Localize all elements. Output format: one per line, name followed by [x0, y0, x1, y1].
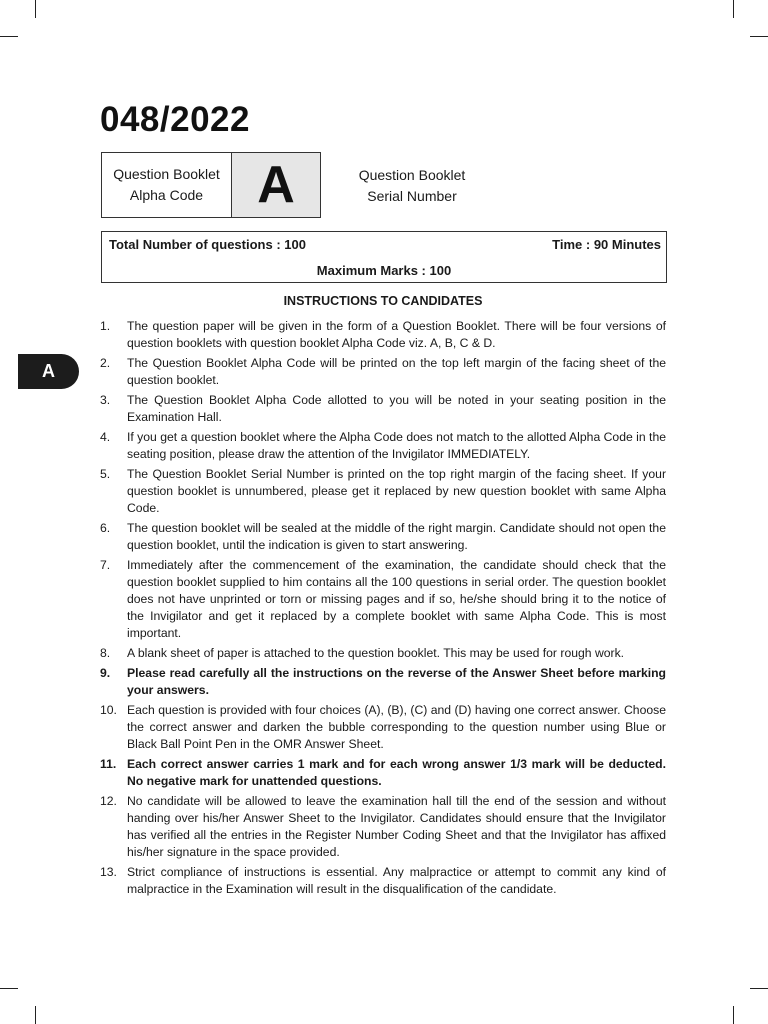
- instruction-number: 2.: [100, 356, 111, 370]
- instruction-number: 9.: [100, 666, 111, 680]
- serial-number-label: [340, 165, 484, 207]
- instruction-item: [100, 645, 666, 662]
- alpha-code-label: [102, 153, 232, 217]
- exam-time: Time : 90 Minutes: [552, 237, 661, 252]
- instruction-number: 7.: [100, 558, 111, 572]
- instruction-item: [100, 864, 666, 898]
- crop-mark: [733, 1006, 734, 1024]
- crop-mark: [0, 988, 18, 989]
- instruction-number: 13.: [100, 865, 117, 879]
- instructions-heading: INSTRUCTIONS TO CANDIDATES: [283, 294, 483, 308]
- instruction-number: 8.: [100, 646, 111, 660]
- instruction-text: No candidate will be allowed to leave the examination hall till the end of the session and without handing over his/her Answer Sheet to the Invigilator. Candidates should ensure that the Invigilator has verified all the entries in the Register Number Coding Sheet and that the Invigilator has affixed his/her signature in the space provided.: [127, 794, 666, 859]
- instruction-text: The question paper will be given in the form of a Question Booklet. There will be four versions of question booklets with question booklet Alpha Code viz. A, B, C & D.: [127, 319, 666, 350]
- instruction-text: Each question is provided with four choices (A), (B), (C) and (D) having one correct answer. Choose the correct answer and darken the bubble corresponding to the question number using Blue or Black Ball Point Pen in the OMR Answer Sheet.: [127, 703, 666, 751]
- maximum-marks: Maximum Marks : 100: [316, 263, 452, 278]
- exam-info-box: [101, 231, 667, 283]
- instruction-text: Immediately after the commencement of the examination, the candidate should check that the question booklet supplied to him contains all the 100 questions in serial order. The question booklet does not have unprinted or torn or missing pages and if so, he/she should bring it to the notice of the Invigilator and get it replaced by a complete booklet with same Alpha Code. This is most important.: [127, 558, 666, 640]
- instruction-text: The question booklet will be sealed at the middle of the right margin. Candidate should not open the question booklet, until the indication is given to start answering.: [127, 521, 666, 552]
- alpha-code-letter: A: [232, 153, 320, 217]
- instruction-item: [100, 318, 666, 352]
- instruction-item: [100, 355, 666, 389]
- instruction-text: The Question Booklet Serial Number is printed on the top right margin of the facing sheet. If your question booklet is unnumbered, please get it replaced by new question booklet with same Alpha Code.: [127, 467, 666, 515]
- instruction-number: 3.: [100, 393, 111, 407]
- serial-number-label-line1: Question Booklet: [358, 167, 466, 183]
- instruction-text: Please read carefully all the instructions on the reverse of the Answer Sheet before marking your answers.: [127, 666, 666, 697]
- instruction-item: [100, 756, 666, 790]
- alpha-side-tab: A: [18, 354, 79, 389]
- instruction-number: 6.: [100, 521, 111, 535]
- instruction-text: The Question Booklet Alpha Code will be printed on the top left margin of the facing sheet of the question booklet.: [127, 356, 666, 387]
- alpha-code-label-line2: Alpha Code: [129, 187, 204, 203]
- total-questions: Total Number of questions : 100: [109, 237, 306, 252]
- instruction-item: [100, 466, 666, 517]
- crop-mark: [733, 0, 734, 18]
- crop-mark: [750, 988, 768, 989]
- alpha-code-box: [101, 152, 321, 218]
- crop-mark: [0, 36, 18, 37]
- instruction-item: [100, 665, 666, 699]
- serial-number-label-line2: Serial Number: [367, 188, 457, 204]
- instruction-number: 5.: [100, 467, 111, 481]
- instruction-item: [100, 429, 666, 463]
- instruction-number: 11.: [100, 757, 117, 771]
- crop-mark: [35, 1006, 36, 1024]
- crop-mark: [750, 36, 768, 37]
- instruction-item: [100, 702, 666, 753]
- instruction-item: [100, 793, 666, 861]
- paper-code: 048/2022: [100, 100, 250, 139]
- instruction-number: 12.: [100, 794, 117, 808]
- instruction-number: 10.: [100, 703, 117, 717]
- instruction-text: If you get a question booklet where the Alpha Code does not match to the allotted Alpha Code in the seating position, please draw the attention of the Invigilator IMMEDIATELY.: [127, 430, 666, 461]
- instruction-text: The Question Booklet Alpha Code allotted to you will be noted in your seating position in the Examination Hall.: [127, 393, 666, 424]
- crop-mark: [35, 0, 36, 18]
- alpha-code-label-line1: Question Booklet: [113, 166, 220, 182]
- instruction-item: [100, 557, 666, 642]
- instruction-number: 4.: [100, 430, 111, 444]
- instruction-text: A blank sheet of paper is attached to the question booklet. This may be used for rough work.: [127, 646, 625, 660]
- instruction-item: [100, 520, 666, 554]
- instruction-text: Each correct answer carries 1 mark and for each wrong answer 1/3 mark will be deducted. No negative mark for unattended questions.: [127, 757, 666, 788]
- instruction-number: 1.: [100, 319, 111, 333]
- instruction-item: [100, 392, 666, 426]
- instructions-list: [100, 318, 666, 901]
- instruction-text: Strict compliance of instructions is essential. Any malpractice or attempt to commit any kind of malpractice in the Examination will result in the disqualification of the candidate.: [127, 865, 666, 896]
